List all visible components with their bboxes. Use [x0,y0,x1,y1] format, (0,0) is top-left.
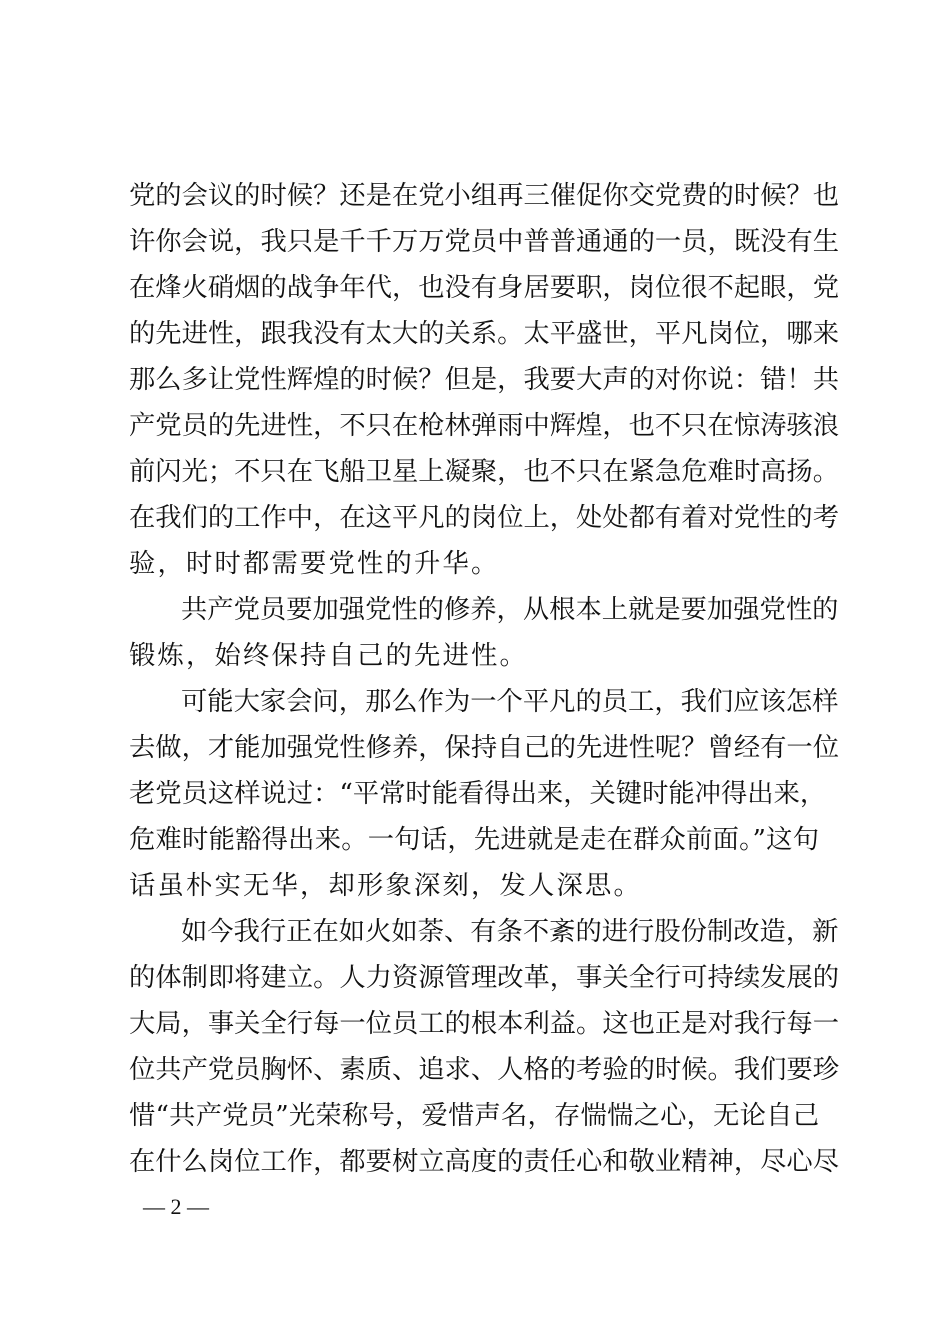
text-line: 在烽火硝烟的战争年代，也没有身居要职，岗位很不起眼，党 [129,273,840,303]
text-line: 产党员的先进性，不只在枪林弹雨中辉煌，也不只在惊涛骇浪 [129,411,840,441]
text-line: 那么多让党性辉煌的时候？但是，我要大声的对你说：错！共 [129,365,840,395]
text-line: 前闪光；不只在飞船卫星上凝聚，也不只在紧急危难时高扬。 [129,457,840,487]
text-line: 危难时能豁得出来。一句话，先进就是走在群众前面。”这句 [129,825,819,855]
text-line: 许你会说，我只是千千万万党员中普普通通的一员，既没有生 [129,227,840,257]
text-line: 验，时时都需要党性的升华。 [129,549,500,579]
text-line: 话虽朴实无华，却形象深刻，发人深思。 [129,871,642,901]
paragraph-first-line: 可能大家会问，那么作为一个平凡的员工，我们应该怎样 [181,687,839,717]
text-line: 惜“共产党员”光荣称号，爱惜声名，存惴惴之心，无论自己 [129,1101,819,1131]
text-line: 老党员这样说过：“平常时能看得出来，关键时能冲得出来， [129,779,827,809]
paragraph-first-line: 如今我行正在如火如荼、有条不紊的进行股份制改造，新 [181,917,839,947]
paragraph-first-line: 共产党员要加强党性的修养，从根本上就是要加强党性的 [181,595,839,625]
text-line: 大局，事关全行每一位员工的根本利益。这也正是对我行每一 [129,1009,840,1039]
text-line: 位共产党员胸怀、素质、追求、人格的考验的时候。我们要珍 [129,1055,840,1085]
text-line: 的先进性，跟我没有太大的关系。太平盛世，平凡岗位，哪来 [129,319,840,349]
text-line: 在我们的工作中，在这平凡的岗位上，处处都有着对党性的考 [129,503,840,533]
text-line: 在什么岗位工作，都要树立高度的责任心和敬业精神，尽心尽 [129,1147,840,1177]
page-number: — 2 — [143,1194,209,1219]
text-line: 锻炼，始终保持自己的先进性。 [129,641,528,671]
text-line: 党的会议的时候？还是在党小组再三催促你交党费的时候？也 [129,181,840,211]
text-line: 的体制即将建立。人力资源管理改革，事关全行可持续发展的 [129,963,840,993]
text-line: 去做，才能加强党性修养，保持自己的先进性呢？曾经有一位 [129,733,840,763]
